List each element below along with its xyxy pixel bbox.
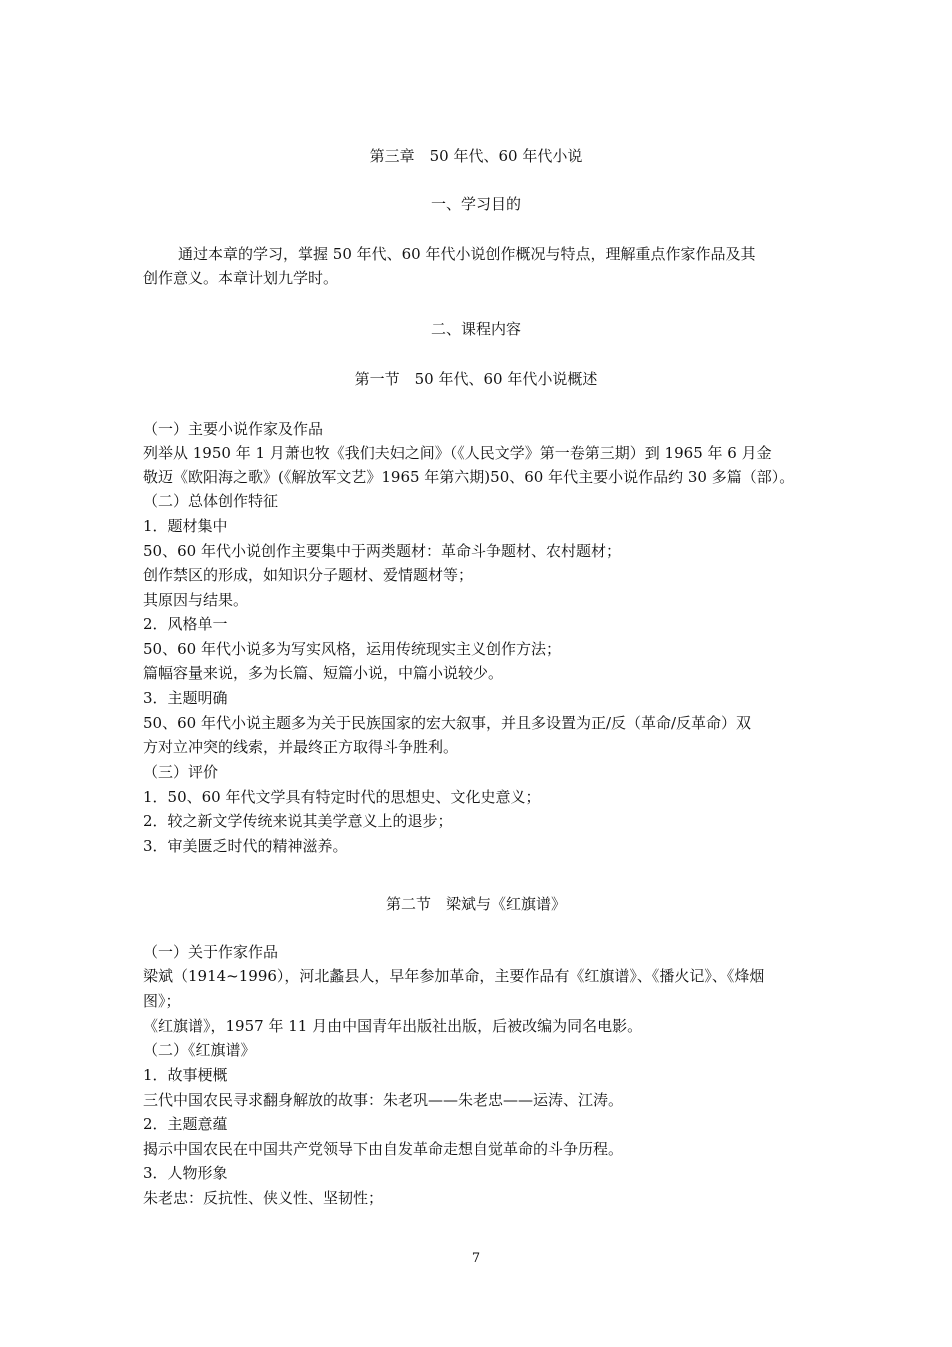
part1-line: 2．风格单一 bbox=[143, 615, 228, 633]
part1-line: 列举从 1950 年 1 月萧也牧《我们夫妇之间》（《人民文学》第一卷第三期）到 1965 年 6 月金 bbox=[143, 444, 772, 462]
purpose-paragraph-line-2: 创作意义。本章计划九学时。 bbox=[143, 269, 339, 287]
part1-line: 50、60 年代小说主题多为关于民族国家的宏大叙事，并且多设置为正/反（革命/反革命）双 bbox=[143, 714, 752, 732]
part1-line: 方对立冲突的线索，并最终正方取得斗争胜利。 bbox=[143, 738, 459, 756]
part2-line: 三代中国农民寻求翻身解放的故事：朱老巩——朱老忠——运涛、江涛。 bbox=[143, 1091, 624, 1109]
part1-line: 1．题材集中 bbox=[143, 517, 228, 535]
purpose-paragraph-line-1: 通过本章的学习，掌握 50 年代、60 年代小说创作概况与特点，理解重点作家作品及其 bbox=[178, 245, 756, 263]
page-number: 7 bbox=[471, 1251, 481, 1266]
part2-line: 1．故事梗概 bbox=[143, 1066, 228, 1084]
part1-line: 1．50、60 年代文学具有特定时代的思想史、文化史意义； bbox=[143, 788, 541, 806]
part2-title: 第二节 梁斌与《红旗谱》 bbox=[385, 895, 566, 913]
part1-line: 50、60 年代小说创作主要集中于两类题材：革命斗争题材、农村题材； bbox=[143, 542, 621, 560]
part1-line: 2．较之新文学传统来说其美学意义上的退步； bbox=[143, 812, 453, 830]
part1-line: 3．审美匮乏时代的精神滋养。 bbox=[143, 837, 348, 855]
part1-line: （二）总体创作特征 bbox=[143, 492, 279, 510]
part1-line: 其原因与结果。 bbox=[143, 591, 249, 609]
part2-line: 3．人物形象 bbox=[143, 1164, 228, 1182]
part2-line: （一）关于作家作品 bbox=[143, 943, 279, 961]
part2-line: 梁斌（1914~1996），河北蠡县人，早年参加革命，主要作品有《红旗谱》、《播火记》、《烽烟 bbox=[143, 967, 765, 985]
part1-line: （一）主要小说作家及作品 bbox=[143, 420, 324, 438]
part1-line: 50、60 年代小说多为写实风格，运用传统现实主义创作方法； bbox=[143, 640, 561, 658]
part1-line: 创作禁区的形成，如知识分子题材、爱情题材等； bbox=[143, 566, 474, 584]
chapter-title: 第三章 50 年代、60 年代小说 bbox=[369, 147, 583, 165]
part2-line: 2．主题意蕴 bbox=[143, 1115, 228, 1133]
part2-line: 《红旗谱》，1957 年 11 月由中国青年出版社出版，后被改编为同名电影。 bbox=[143, 1017, 643, 1035]
part2-line: 图》； bbox=[143, 992, 181, 1010]
part2-line: （二）《红旗谱》 bbox=[143, 1041, 256, 1059]
part2-line: 朱老忠：反抗性、侠义性、坚韧性； bbox=[143, 1189, 384, 1207]
section-heading-purpose: 一、学习目的 bbox=[430, 195, 521, 213]
part1-line: （三）评价 bbox=[143, 763, 219, 781]
part1-line: 3．主题明确 bbox=[143, 689, 228, 707]
part1-line: 篇幅容量来说，多为长篇、短篇小说，中篇小说较少。 bbox=[143, 664, 504, 682]
part1-title: 第一节 50 年代、60 年代小说概述 bbox=[354, 370, 598, 388]
part1-line: 敬迈《欧阳海之歌》(《解放军文艺》1965 年第六期)50、60 年代主要小说作品约 30 多篇（部）。 bbox=[143, 468, 795, 486]
part2-line: 揭示中国农民在中国共产党领导下由自发革命走想自觉革命的斗争历程。 bbox=[143, 1140, 624, 1158]
section-heading-content: 二、课程内容 bbox=[430, 320, 521, 338]
